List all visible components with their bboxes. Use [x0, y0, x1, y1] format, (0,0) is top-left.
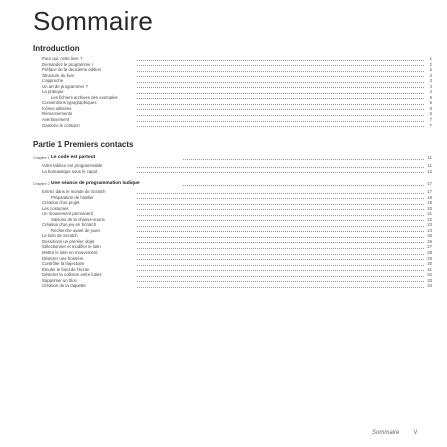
- toc-entry-page: 32: [427, 272, 432, 278]
- section-heading-part1: Partie 1 Premiers contacts: [33, 140, 134, 149]
- chapter-title: Le code est partout: [51, 155, 96, 160]
- dot-leader: [137, 87, 424, 88]
- toc-entry-page: 22: [427, 216, 432, 222]
- toc-entry-page: 20: [427, 205, 432, 211]
- dot-leader: [137, 231, 424, 232]
- toc-entry-label: La pratique: [42, 89, 64, 95]
- toc-entry-page: 5: [429, 100, 432, 106]
- toc-entry-page: 4: [429, 89, 432, 95]
- chapter-row[interactable]: [33, 154, 432, 162]
- page-footer: [372, 430, 417, 436]
- dot-leader: [137, 215, 424, 216]
- toc-entry-label: Le lutin de Scratch: [42, 233, 78, 239]
- toc-entry[interactable]: [42, 169, 432, 175]
- toc-entry-page: 25: [427, 233, 432, 239]
- dot-leader: [137, 167, 424, 168]
- toc-entry-label: Détecter une frontière: [42, 255, 84, 261]
- toc-entry-label: Les costumes: [42, 205, 69, 211]
- chapter-title: Une séance de programmation ludique: [51, 181, 140, 186]
- toc-entry-page: 30: [427, 261, 432, 267]
- toc-entry-page: 18: [427, 194, 432, 200]
- chapter-number: Chapitre 1: [33, 156, 50, 160]
- toc-entry-page: 26: [427, 238, 432, 244]
- toc-entry-page: 31: [427, 266, 432, 272]
- toc-entry-label: La bureautique sous le capot: [42, 168, 98, 174]
- dot-leader: [137, 115, 424, 116]
- toc-entry-page: 5: [429, 94, 432, 100]
- dot-leader: [137, 242, 424, 243]
- toc-entry-label: Préface de la deuxième édition: [42, 67, 102, 73]
- dot-leader: [137, 204, 424, 205]
- intro-entry-list: [42, 56, 432, 128]
- dot-leader: [137, 254, 424, 255]
- toc-entry-label: Sélectionner et modifier le lutin: [42, 244, 101, 250]
- section-heading-intro: Introduction: [33, 44, 80, 53]
- toc-entry-page: 28: [427, 250, 432, 256]
- dot-leader: [137, 265, 424, 266]
- dot-leader: [183, 159, 424, 160]
- toc-entry-label: Contrôler la trajectoire: [42, 261, 85, 267]
- toc-entry-label: Icônes utilisées: [42, 105, 72, 111]
- dot-leader: [137, 248, 424, 249]
- toc-entry-label: Un mouvement permanent: [42, 211, 93, 217]
- toc-entry-label: Un art de programmer ?: [42, 83, 88, 89]
- dot-leader: [137, 126, 424, 127]
- dot-leader: [137, 220, 424, 221]
- toc-entry-page: 24: [427, 227, 432, 233]
- toc-entry-page: 34: [427, 283, 432, 289]
- dot-leader: [137, 172, 424, 173]
- dot-leader: [137, 276, 424, 277]
- dot-leader: [137, 121, 424, 122]
- toc-entry-label: Saisons de la chauve-souris: [51, 216, 105, 222]
- chapter-number: Chapitre 2: [33, 182, 50, 186]
- toc-entry-page: 4: [429, 83, 432, 89]
- toc-entry-page: 2: [429, 61, 432, 67]
- toc-entry-page: 27: [427, 244, 432, 250]
- toc-entry-page: 1: [429, 56, 432, 61]
- toc-entry-page: 21: [427, 211, 432, 217]
- toc-entry-page: 19: [427, 200, 432, 206]
- toc-entry-page: 6: [429, 105, 432, 111]
- toc-entry-page: 6: [429, 111, 432, 117]
- dot-leader: [137, 281, 424, 282]
- toc-entry-page: 3: [429, 78, 432, 84]
- toc-entry-label: Remerciements: [42, 111, 73, 117]
- chapter-page: 11: [427, 155, 432, 160]
- dot-leader: [137, 65, 424, 66]
- toc-entry-label: Demandez le programme !: [42, 61, 93, 67]
- toc-entry-label: Conventions typographiques: [42, 100, 97, 106]
- toc-entry-label: Entrez dans le monde de Scratch: [42, 189, 106, 194]
- toc-entry-page: 33: [427, 277, 432, 283]
- toc-entry[interactable]: [42, 283, 432, 289]
- dot-leader: [137, 109, 424, 110]
- toc-entry-label: Les fichiers archives des exemples: [51, 94, 118, 100]
- toc-entry-label: Avertissement: [42, 117, 70, 123]
- dot-leader: [137, 287, 424, 288]
- toc-entry-label: Supprimer un bloc: [42, 277, 77, 283]
- dot-leader: [137, 193, 424, 194]
- dot-leader: [137, 60, 424, 61]
- dot-leader: [137, 93, 424, 94]
- toc-entry[interactable]: [42, 123, 432, 129]
- toc-entry-page: 17: [427, 189, 432, 194]
- footer-page-number: V: [413, 430, 418, 436]
- chapter1-entry-list: [42, 163, 432, 174]
- dot-leader: [137, 98, 424, 99]
- dot-leader: [137, 270, 424, 271]
- toc-entry-label: Création de la raquette: [42, 283, 86, 289]
- toc-entry-label: Mettre le lutin en mouvement: [42, 250, 98, 256]
- toc-entry-label: Détecter la collision entre lutins: [42, 272, 102, 278]
- toc-entry-page: 7: [429, 122, 432, 128]
- dot-leader: [137, 76, 424, 77]
- toc-entry-page: 12: [427, 168, 432, 174]
- toc-entry-page: 29: [427, 255, 432, 261]
- toc-entry-page: 23: [427, 222, 432, 228]
- toc-entry-label: Émuler le fond de l'écran: [42, 266, 90, 272]
- dot-leader: [183, 185, 424, 186]
- toc-entry-label: Préparation de l'atelier: [51, 194, 94, 200]
- toc-entry-label: Recherche avant de jouer: [51, 227, 101, 233]
- dot-leader: [137, 259, 424, 260]
- toc-entry-page: 2: [429, 67, 432, 73]
- dot-leader: [137, 82, 424, 83]
- dot-leader: [137, 71, 424, 72]
- chapter-row[interactable]: [33, 180, 432, 188]
- chapter2-entry-list: [42, 189, 432, 289]
- chapter-page: 17: [427, 181, 432, 186]
- toc-entry-label: L'approche: [42, 78, 64, 84]
- toc-entry-label: Gardons le contact !: [42, 122, 81, 128]
- dot-leader: [137, 237, 424, 238]
- toc-entry-label: Structure du livre: [42, 72, 75, 78]
- toc-entry-label: Création d'un jeu en Scratch: [42, 222, 97, 228]
- dot-leader: [137, 209, 424, 210]
- toc-entry-label: Pour qui, cette livre ?: [42, 56, 83, 61]
- toc-entry-label: Votre tableur est programmable: [42, 163, 103, 168]
- footer-label: Sommaire: [372, 430, 400, 436]
- toc-entry-page: 3: [429, 72, 432, 78]
- toc-entry-page: 7: [429, 117, 432, 123]
- toc-entry-label: Création d'un projet: [42, 200, 80, 206]
- toc-entry-label: Dessinons un premier objet: [42, 238, 95, 244]
- dot-leader: [137, 198, 424, 199]
- toc-entry-page: 11: [427, 163, 432, 168]
- dot-leader: [137, 226, 424, 227]
- dot-leader: [137, 104, 424, 105]
- page-title: Sommaire: [33, 6, 154, 36]
